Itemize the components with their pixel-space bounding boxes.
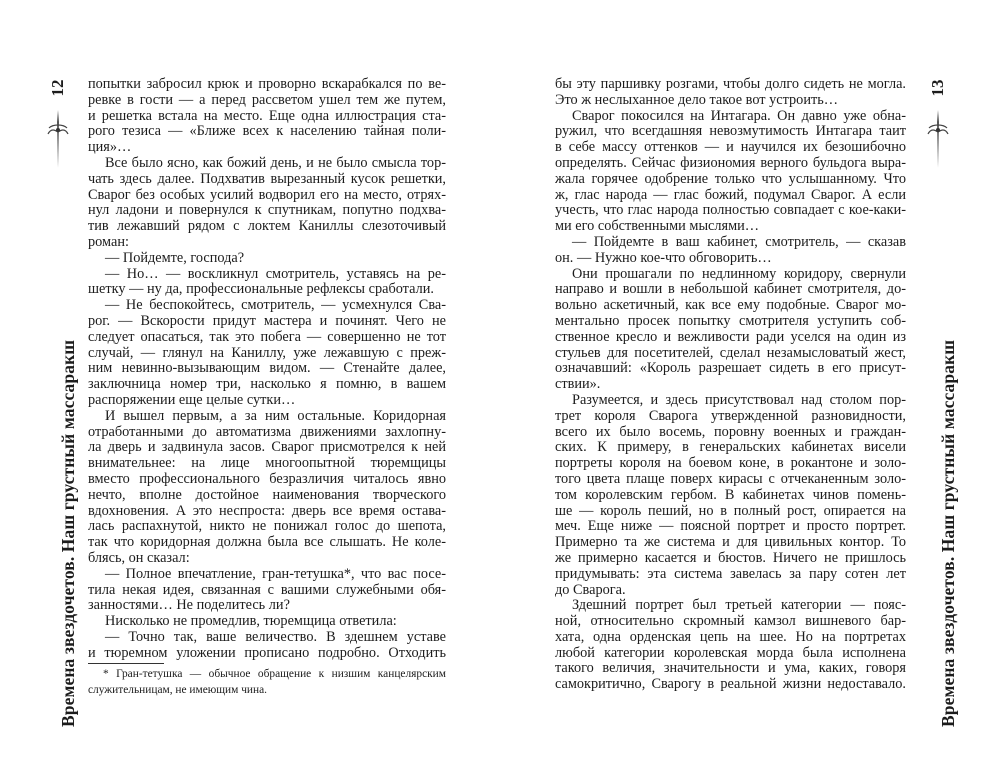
text-line: шетку — ну да, профессиональные рефлексы сработали. [88,282,434,298]
text-line: ми его собственными мыслями… [555,219,760,235]
text-line: — Пойдемте, господа? [105,250,245,266]
text-line: того цвета плаще поверх кирасы с отчеканенным золо- [555,471,906,487]
page-number: 13 [928,79,947,97]
paragraph [88,77,446,156]
paragraph [555,235,906,267]
text-line: Здешний портрет был третьей категории — пояс- [572,598,906,614]
paragraph [88,630,446,662]
paragraph [88,156,446,251]
running-head: Времена звездочетов. Наш грустный массаракш [938,339,958,727]
text-line: рого тезиса — «Ближе всех к населению тайная поли- [88,124,446,140]
text-line: такого величия, значительности и ума, каких, говоря [555,661,906,677]
text-line: занностями… Не поделитесь ли? [88,598,290,614]
text-line: всего их было восемь, поровну военных и граждан- [555,424,906,440]
text-line: вдохновения. А это неспроста: дверь все время остава- [88,503,446,519]
text-line: нечто, вполне достойное наименования творческого [88,487,446,503]
text-line: — Полное впечатление, гран-тетушка*, что вас посе- [105,566,446,582]
text-line: ше — король пеший, но в полный рост, опирается на [555,503,906,519]
text-line: так что коридорная должна была все слышать. Не коле- [88,535,446,551]
paragraph [88,251,446,267]
text-line: ружил, что всегдашняя невозмутимость Интагара таит [555,124,906,140]
text-line: блясь, он сказал: [88,550,190,566]
text-line: ла дверь и задвинула засов. Сварог присмотрелся к ней [88,440,446,456]
text-line: отработанными до автоматизма движениями захлопну- [88,424,446,440]
text-line: Разумеется, и здесь присутствовал над столом пор- [572,392,906,408]
text-line: стульев для посетителей, сделал незамысловатый жест, [555,345,906,361]
text-line: Сварог покосился на Интагара. Он давно уже обна- [572,108,906,124]
text-line: следует опасаться, так это побега — совершенно не тот [88,329,446,345]
right-page-margin [918,70,958,750]
text-line: Это ж неслыханное дело такое вот устроить… [555,92,839,108]
text-line: попытки забросил крюк и проворно вскарабкался по ве- [88,77,446,92]
text-line: ственное кресло и вежливости ради уселся на один из [555,329,906,345]
text-line: ских. К примеру, в генеральских кабинетах висели [555,440,906,456]
left-page-margin [38,70,78,750]
text-line: Примерно та же система и для цивильных контор. То [555,535,906,551]
text-line: ция»… [88,140,132,156]
text-line: — Не беспокойтесь, смотритель, — усмехнулся Сва- [105,298,446,314]
text-line: любой категории королевская морда была исполнена [555,645,906,661]
paragraph [88,267,446,299]
text-line: он. — Нужно кое-что обговорить… [555,250,772,266]
text-line: Они прошагали по недлинному коридору, свернули [572,266,906,282]
text-line: Все было ясно, как божий день, и не было смысла тор- [105,155,446,171]
text-line: — Пойдемте в ваш кабинет, смотритель, — сказав [572,234,906,250]
text-line: рог. — Вскорости придут мастера и починят. Чего не [88,313,446,329]
text-line: — Точно так, ваше величество. В здешнем уставе [105,629,446,645]
text-line: портреты короля на боевом коне, в рокантоне и золо- [555,456,906,472]
text-line: ревке в гости — а перед рассветом ушел тем же путем, [88,92,446,108]
paragraph [555,393,906,598]
text-line: учесть, что глас народа полностью совпадает с кое-каки- [555,203,906,219]
text-line: вольно аскетичный, как все ему подобные. Сварог мо- [555,298,906,314]
text-line: самокритично, Сварогу в реальной жизни недоставало. [555,677,906,693]
text-line: хата, одна орденская цепь на шее. Но на портретах [555,629,906,645]
text-line: чать здесь далее. Подхватив вырезанный кусок решетки, [88,171,446,187]
text-line: бы эту паршивку розгами, чтобы долго сидеть не могла. [555,77,906,92]
paragraph [555,267,906,393]
text-line: нул ладони и повернулся к спутникам, попутно подхва- [88,203,446,219]
text-line: лась распахнутой, никто не понижал голос до шепота, [88,519,446,535]
text-line: вместо профессионального безразличия читалось явно [88,471,446,487]
footnote-line: * Гран-тетушка — обычное обращение к низшим канцелярским [103,668,446,680]
text-line: тила некая идея, связанная с вашими служебными обя- [88,582,446,598]
paragraph [88,567,446,614]
footnote [88,666,446,698]
text-line: ментально просек попытку смотрителя уступить соб- [555,313,906,329]
footnote-line: служительницам, не имеющим чина. [88,684,268,696]
paragraph [88,409,446,567]
text-line: Сварог без особых усилий водворил его на место, отрях- [88,187,446,203]
left-page-body [88,77,446,661]
paragraph [88,614,446,630]
text-line: в себе массу оттенков — и научился их безошибочно [555,140,906,156]
text-line: — Но… — воскликнул смотритель, уставясь на ре- [105,266,446,282]
text-line: и тюремном уложении прописано подробно. Отходить [88,645,446,661]
text-line: меч. Еще ниже — поясной портрет и просто портрет. [555,519,906,535]
text-line: том королевским гербом. В кабинетах чинов помень- [555,487,906,503]
text-line: заключница номер три, насколько я помню, в вашем [88,377,446,393]
text-line: определять. Сейчас физиономия верного бульдога выра- [555,155,906,171]
text-line: придумывать: эта система завелась за пару сотен лет [555,566,906,582]
text-line: ной, относительно скромный камзол вишневого бар- [555,614,906,630]
paragraph [88,298,446,409]
paragraph [555,109,906,235]
text-line: жала горячее одобрение только что услышанному. Что [555,171,906,187]
text-line: ним невинно-вызывающим видом. — Стенайте далее, [88,361,446,377]
right-page-body [555,77,906,693]
text-line: И вышел первым, а за ним остальные. Коридорная [105,408,446,424]
text-line: означавший: «Король разрешает сидеть в его присут- [555,361,906,377]
page-number: 12 [48,79,67,97]
text-line: случай, — глянул на Каниллу, уже лежавшую с преж- [88,345,446,361]
running-head: Времена звездочетов. Наш грустный массаракш [58,339,78,727]
text-line: направо и вошли в небольшой кабинет смотрителя, до- [555,282,906,298]
text-line: ствии». [555,377,601,393]
text-line: тив лежавший рядом с локтем Каниллы слезоточивый [88,219,446,235]
text-line: распоряжении еще целые сутки… [88,392,296,408]
text-line: же примерно касается и бюстов. Ничего не пришлось [555,550,906,566]
footnote-divider [88,663,164,664]
text-line: внимательнее: на лице многоопытной тюремщицы [88,456,446,472]
text-line: роман: [88,234,129,250]
text-line: ж, глас народа — глас божий, подумал Сварог. А если [555,187,906,203]
text-line: и решетка встала на место. Еще одна иллюстрация ста- [88,108,446,124]
paragraph [555,598,906,693]
text-line: Нисколько не промедлив, тюремщица ответила: [105,614,397,630]
paragraph [555,77,906,109]
text-line: трет короля Сварога утвержденной разновидности, [555,408,906,424]
text-line: до Сварога. [555,582,626,598]
